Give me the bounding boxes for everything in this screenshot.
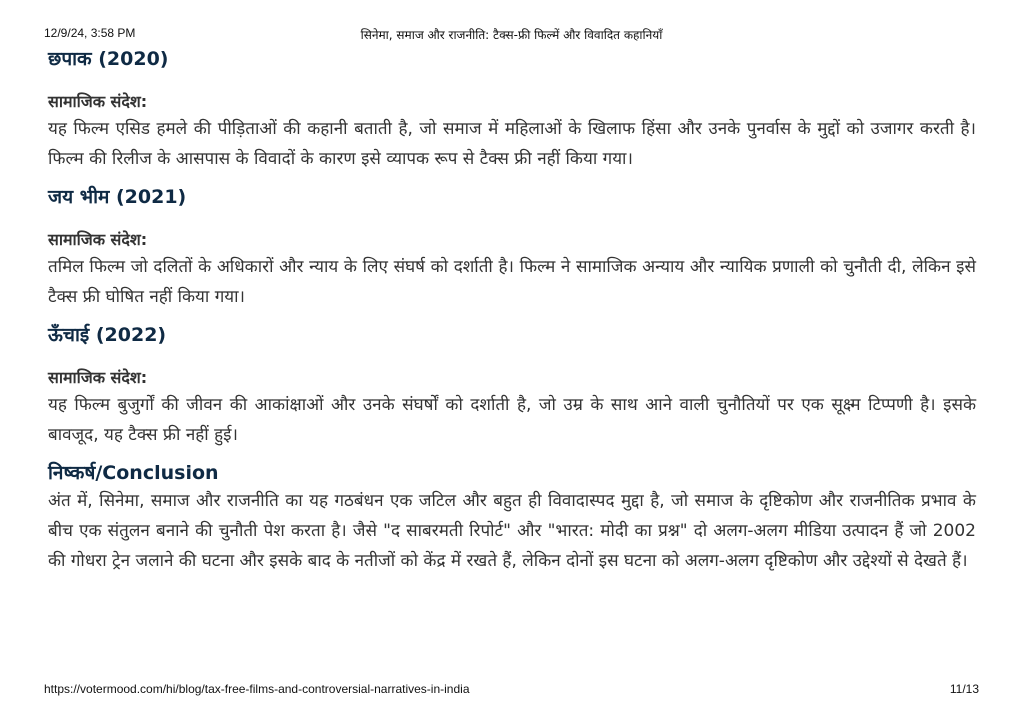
film-section <box>48 46 976 174</box>
conclusion-text: अंत में, सिनेमा, समाज और राजनीति का यह गठबंधन एक जटिल और बहुत ही विवादास्पद मुद्दा है, जो समाज के दृष्टिकोण और राजनीतिक प्रभाव के बीच एक संतुलन बनाने की चुनौती पेश करता है। जैसे "द साबरमती रिपोर्ट" और "भारत: मोदी का प्रश्न" दो अलग-अलग मीडिया उत्पादन हैं जो 2002 की गोधरा ट्रेन जलाने की घटना और इसके बाद के नतीजों को केंद्र में रखते हैं, लेकिन दोनों इस घटना को अलग-अलग दृष्टिकोण और उद्देश्यों से देखते हैं। <box>48 491 976 571</box>
print-footer <box>44 682 979 698</box>
film-description: यह फिल्म बुजुर्गों की जीवन की आकांक्षाओं और उनके संघर्षों को दर्शाती है, जो उम्र के साथ आने वाली चुनौतियों पर एक सूक्ष्म टिप्पणी है। इसके बावजूद, यह टैक्स फ्री नहीं हुई। <box>48 395 976 445</box>
page-url: https://votermood.com/hi/blog/tax-free-films-and-controversial-narratives-in-india <box>44 682 470 696</box>
document-title: सिनेमा, समाज और राजनीति: टैक्स-फ्री फिल्में और विवादित कहानियाँ <box>360 28 663 42</box>
film-description: तमिल फिल्म जो दलितों के अधिकारों और न्याय के लिए संघर्ष को दर्शाती है। फिल्म ने सामाजिक अन्याय और न्यायिक प्रणाली को चुनौती दी, लेकिन इसे टैक्स फ्री घोषित नहीं किया गया। <box>48 257 976 307</box>
social-message-label: सामाजिक संदेश: <box>48 92 148 111</box>
film-title: जय भीम (2021) <box>48 186 187 208</box>
film-description: यह फिल्म एसिड हमले की पीड़िताओं की कहानी बताती है, जो समाज में महिलाओं के खिलाफ हिंसा और उनके पुनर्वास के मुद्दों को उजागर करती है। फिल्म की रिलीज के आसपास के विवादों के कारण इसे व्यापक रूप से टैक्स फ्री नहीं किया गया। <box>48 119 976 169</box>
page-number: 11/13 <box>949 682 979 696</box>
film-section <box>48 184 976 312</box>
conclusion-section <box>48 460 976 576</box>
social-message-label: सामाजिक संदेश: <box>48 368 148 387</box>
article-content <box>48 46 976 586</box>
film-section <box>48 322 976 450</box>
conclusion-title: निष्कर्ष/Conclusion <box>48 462 219 484</box>
print-timestamp: 12/9/24, 3:58 PM <box>44 26 136 40</box>
film-title: छपाक (2020) <box>48 48 169 70</box>
social-message-label: सामाजिक संदेश: <box>48 230 148 249</box>
film-title: ऊँचाई (2022) <box>48 324 167 346</box>
print-header <box>44 26 979 44</box>
